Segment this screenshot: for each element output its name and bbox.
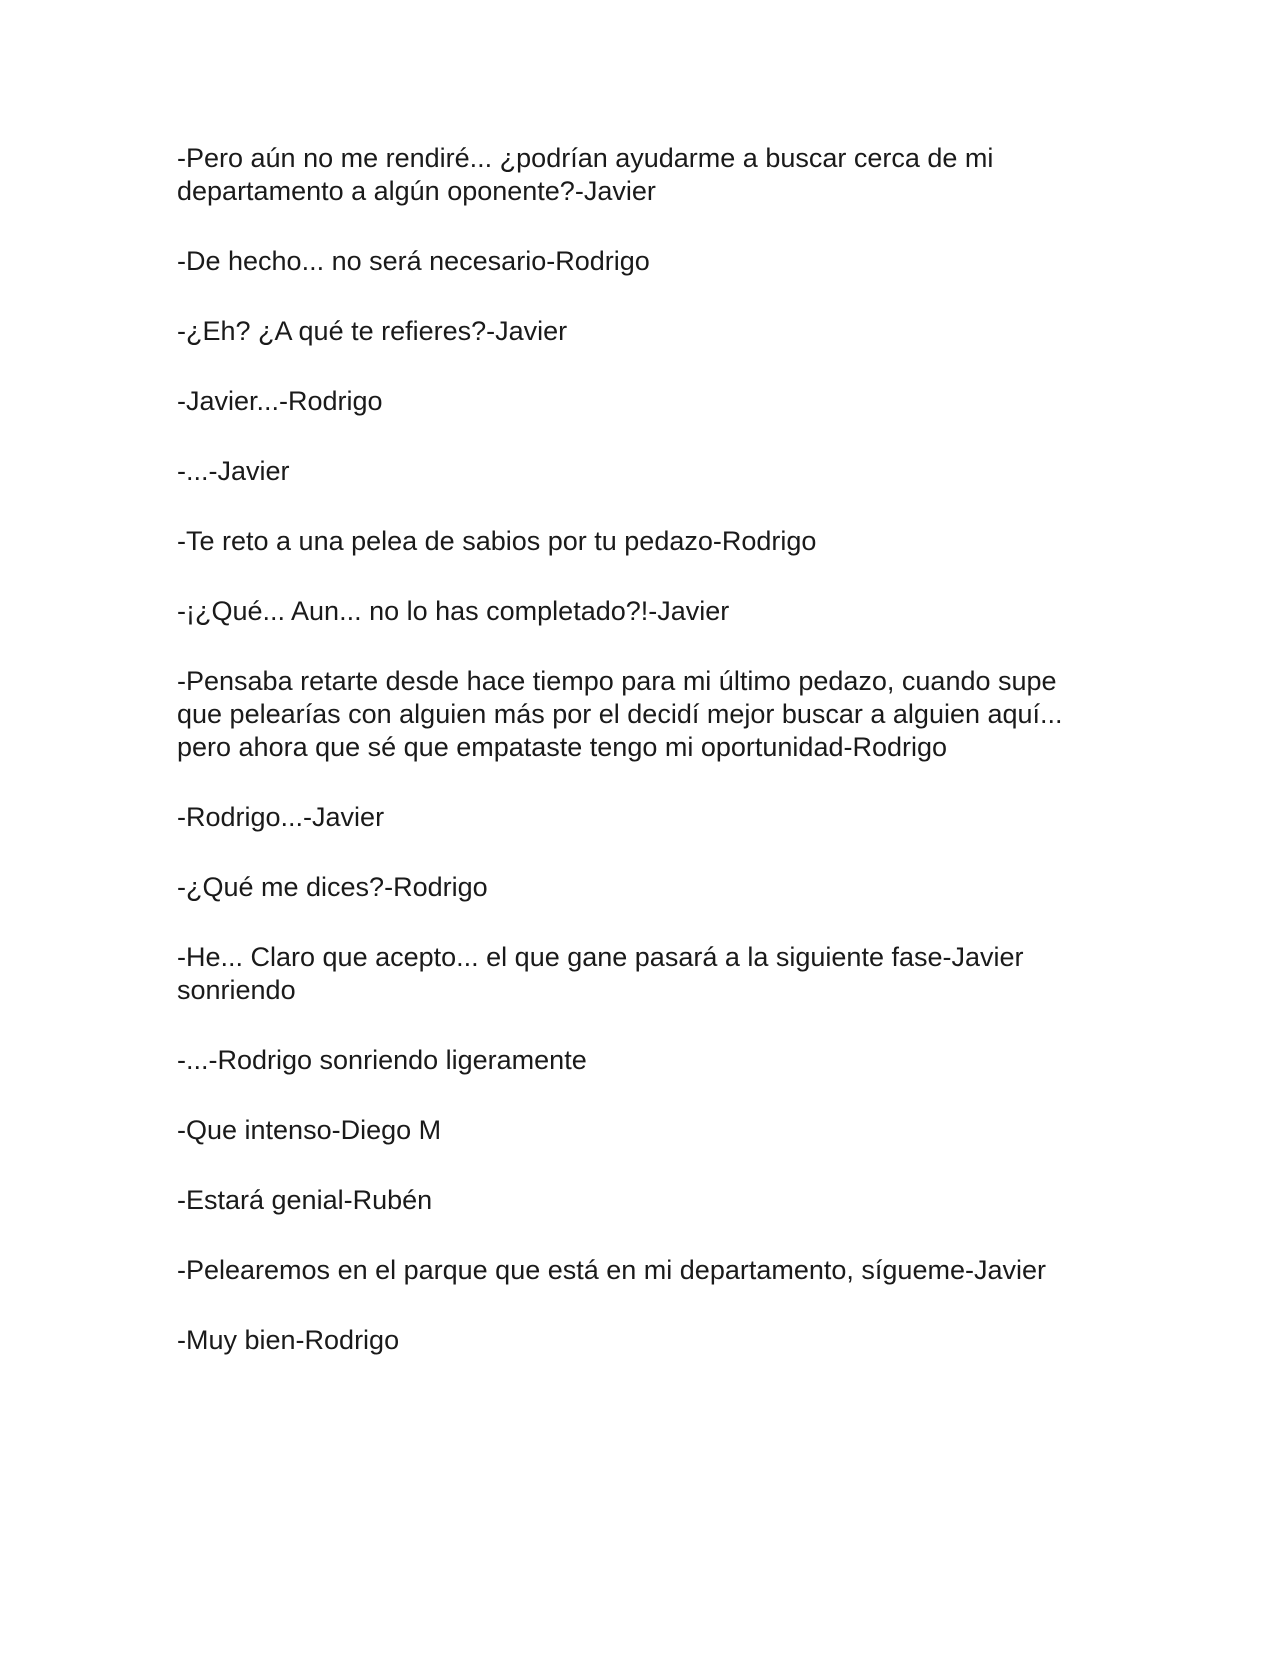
dialogue-line: -...-Rodrigo sonriendo ligeramente [177,1045,587,1075]
dialogue-line: -Pero aún no me rendiré... ¿podrían ayudarme a buscar cerca de mi departamento a algún oponente?-Javier [177,143,994,206]
document-body [177,142,1107,1394]
dialogue-line: -...-Javier [177,456,290,486]
dialogue-line: -Que intenso-Diego M [177,1115,442,1145]
dialogue-line: -Estará genial-Rubén [177,1185,433,1215]
dialogue-line: -Javier...-Rodrigo [177,386,383,416]
dialogue-line: -Pensaba retarte desde hace tiempo para mi último pedazo, cuando supe que pelearías con alguien más por el decidí mejor buscar a alguien aquí... pero ahora que sé que empataste tengo mi oportunidad-Rodrigo [177,666,1063,762]
dialogue-line: -Muy bien-Rodrigo [177,1325,400,1355]
dialogue-line: -¡¿Qué... Aun... no lo has completado?!-Javier [177,596,730,626]
dialogue-line: -¿Qué me dices?-Rodrigo [177,872,488,902]
dialogue-line: -De hecho... no será necesario-Rodrigo [177,246,650,276]
dialogue-line: -¿Eh? ¿A qué te refieres?-Javier [177,316,568,346]
dialogue-line: -He... Claro que acepto... el que gane pasará a la siguiente fase-Javier sonriendo [177,942,1024,1005]
dialogue-line: -Pelearemos en el parque que está en mi departamento, sígueme-Javier [177,1255,1046,1285]
dialogue-line: -Rodrigo...-Javier [177,802,385,832]
dialogue-line: -Te reto a una pelea de sabios por tu pedazo-Rodrigo [177,526,817,556]
